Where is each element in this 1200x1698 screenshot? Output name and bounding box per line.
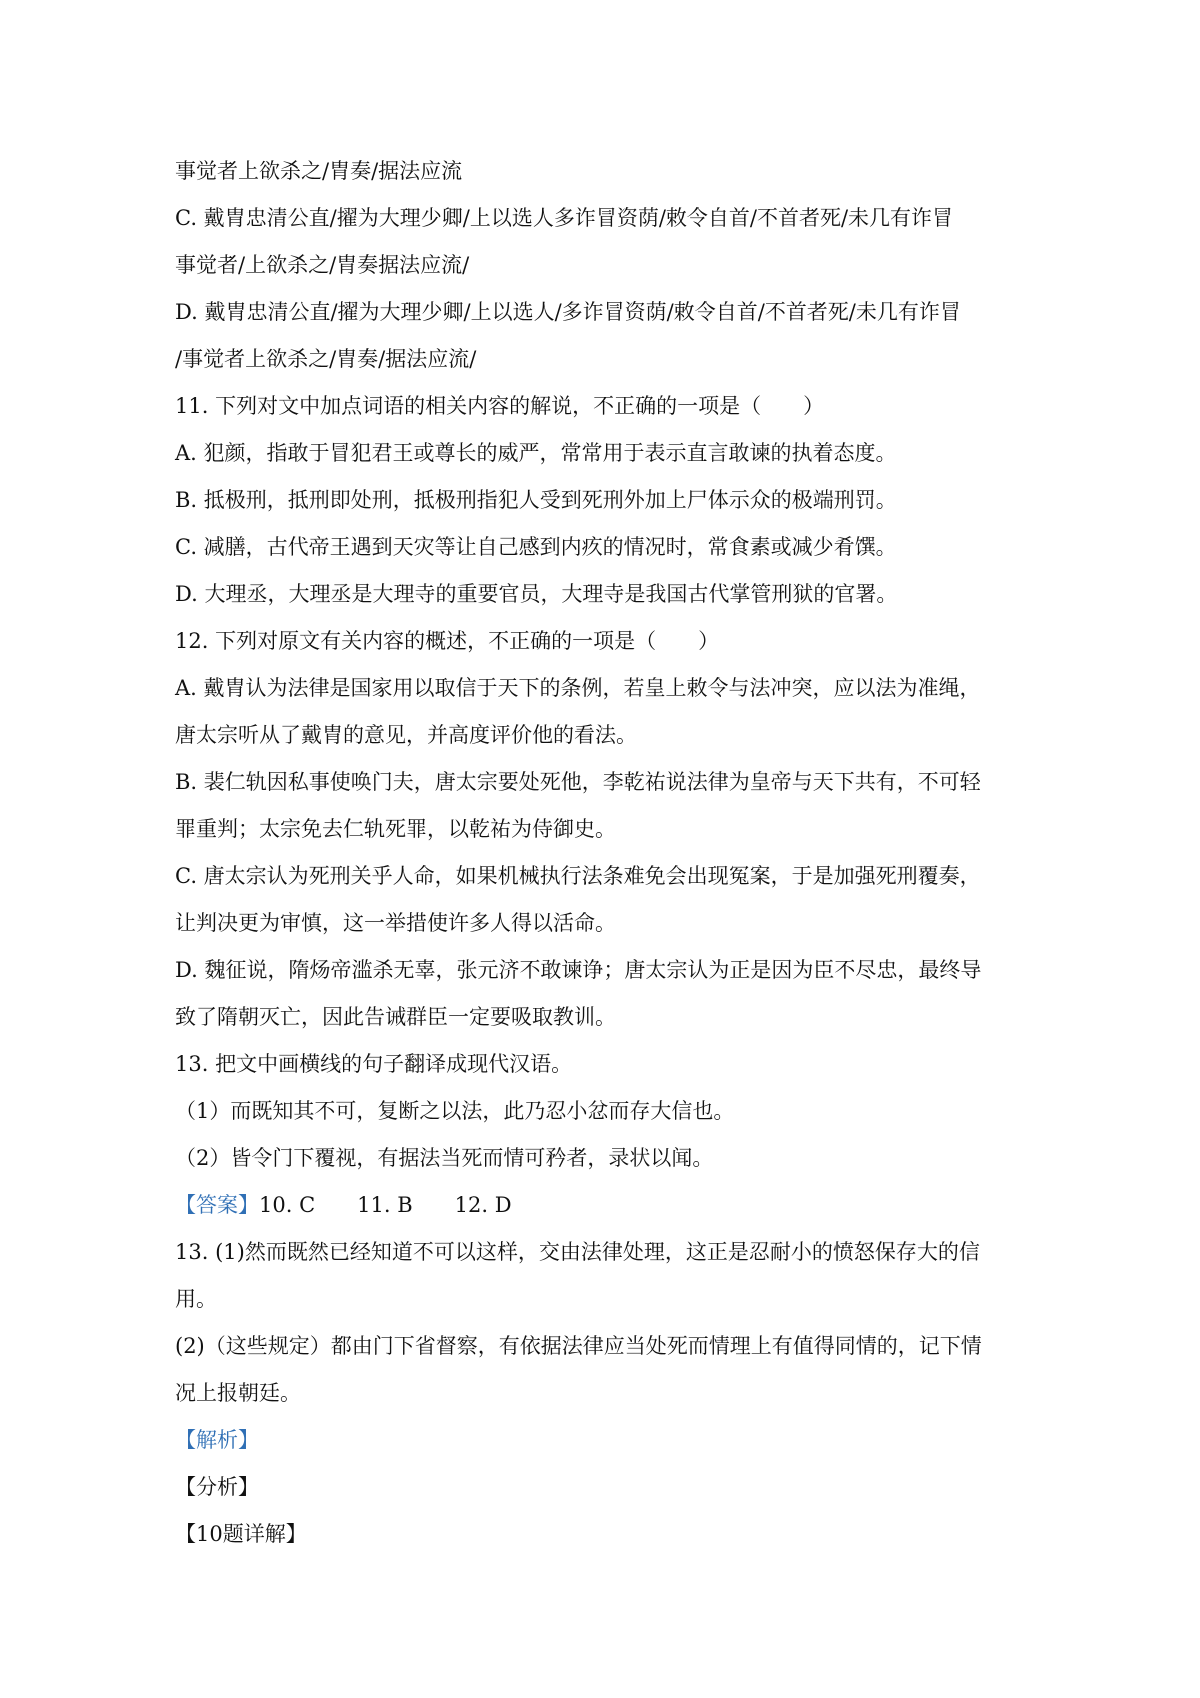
q11-option-c: C. 减膳，古代帝王遇到天灾等让自己感到内疚的情况时，常食素或减少肴馔。 — [175, 535, 897, 559]
answer-row — [175, 1182, 1040, 1229]
answer-label: 【答案】 — [175, 1193, 259, 1217]
q11-option-b: B. 抵极刑，抵刑即处刑，抵极刑指犯人受到死刑外加上尸体示众的极端刑罚。 — [175, 488, 897, 512]
q11-stem: 11. 下列对文中加点词语的相关内容的解说，不正确的一项是（ ） — [175, 394, 825, 418]
q10-option-d-line1: D. 戴胄忠清公直/擢为大理少卿/上以选人/多诈冒资荫/敕令自首/不首者死/未几有诈冒 — [175, 300, 961, 324]
answer-10: 10. C — [259, 1193, 316, 1217]
answer-13-line4: 况上报朝廷。 — [175, 1381, 301, 1405]
q10-option-b-continuation: 事觉者上欲杀之/胄奏/据法应流 — [175, 159, 463, 183]
q12-stem: 12. 下列对原文有关内容的概述，不正确的一项是（ ） — [175, 629, 720, 653]
analysis-fenxi: 【分析】 — [175, 1475, 259, 1499]
q12-option-b-line1: B. 裴仁轨因私事使唤门夫，唐太宗要处死他，李乾祐说法律为皇帝与天下共有，不可轻 — [175, 770, 981, 794]
q12-option-c-line2: 让判决更为审慎，这一举措使许多人得以活命。 — [175, 911, 616, 935]
q10-option-c-line1: C. 戴胄忠清公直/擢为大理少卿/上以选人多诈冒资荫/敕令自首/不首者死/未几有诈冒 — [175, 206, 954, 230]
q13-sentence-2: （2）皆令门下覆视，有据法当死而情可矜者，录状以闻。 — [175, 1146, 714, 1170]
answer-13-line3: (2)（这些规定）都由门下省督察，有依据法律应当处死而情理上有值得同情的，记下情 — [175, 1334, 982, 1358]
document-page — [175, 148, 1040, 1558]
analysis-label: 【解析】 — [175, 1428, 259, 1452]
answer-11: 11. B — [357, 1193, 413, 1217]
q12-option-d-line2: 致了隋朝灭亡，因此告诫群臣一定要吸取教训。 — [175, 1005, 616, 1029]
answer-13-line2: 用。 — [175, 1287, 217, 1311]
q10-option-c-line2: 事觉者/上欲杀之/胄奏据法应流/ — [175, 253, 470, 277]
q11-option-d: D. 大理丞，大理丞是大理寺的重要官员，大理寺是我国古代掌管刑狱的官署。 — [175, 582, 898, 606]
q13-sentence-1: （1）而既知其不可，复断之以法，此乃忍小忿而存大信也。 — [175, 1099, 735, 1123]
q12-option-b-line2: 罪重判；太宗免去仁轨死罪，以乾祐为侍御史。 — [175, 817, 616, 841]
q12-option-a-line1: A. 戴胄认为法律是国家用以取信于天下的条例，若皇上敕令与法冲突，应以法为准绳， — [175, 676, 981, 700]
answer-12: 12. D — [454, 1193, 512, 1217]
q10-option-d-line2: /事觉者上欲杀之/胄奏/据法应流/ — [175, 347, 477, 371]
analysis-q10-detail: 【10题详解】 — [175, 1522, 307, 1546]
q12-option-a-line2: 唐太宗听从了戴胄的意见，并高度评价他的看法。 — [175, 723, 637, 747]
q11-option-a: A. 犯颜，指敢于冒犯君王或尊长的威严，常常用于表示直言敢谏的执着态度。 — [175, 441, 897, 465]
q12-option-c-line1: C. 唐太宗认为死刑关乎人命，如果机械执行法条难免会出现冤案，于是加强死刑覆奏， — [175, 864, 981, 888]
answer-13-line1: 13. (1)然而既然已经知道不可以这样，交由法律处理，这正是忍耐小的愤怒保存大的信 — [175, 1240, 980, 1264]
q13-stem: 13. 把文中画横线的句子翻译成现代汉语。 — [175, 1052, 573, 1076]
q12-option-d-line1: D. 魏征说，隋炀帝滥杀无辜，张元济不敢谏诤；唐太宗认为正是因为臣不尽忠，最终导 — [175, 958, 982, 982]
